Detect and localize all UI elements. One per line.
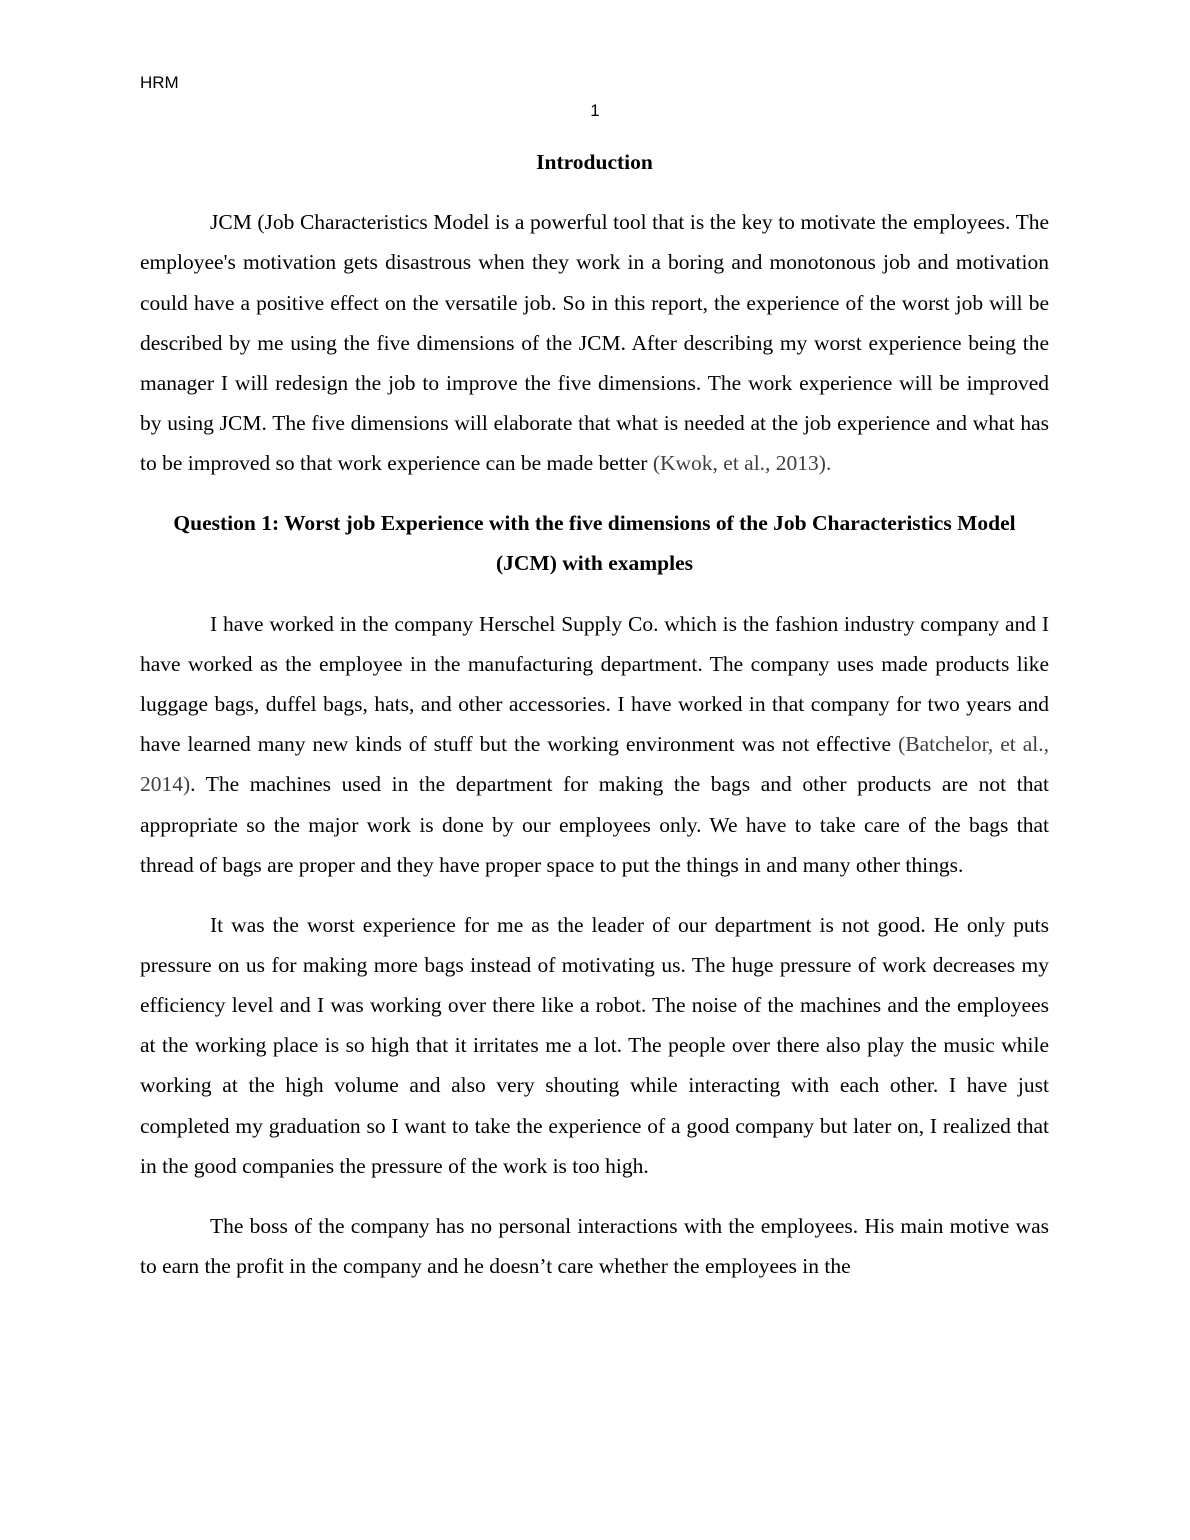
running-head: HRM [140, 73, 179, 92]
document-body [140, 142, 1049, 1306]
question-1-paragraph-1 [140, 604, 1049, 885]
paragraph-1-text-start: I have worked in the company Herschel Supply Co. which is the fashion industry company and I have worked as the employee in the manufacturing department. The company uses made products like luggage bags, duffel bags, hats, and other accessories. I have worked in that company for two years and have learned many new kinds of stuff but the working environment was not effective [140, 611, 1049, 757]
question-1-paragraph-3: The boss of the company has no personal interactions with the employees. His main motive was to earn the profit in the company and he doesn’t care whether the employees in the [140, 1213, 1049, 1278]
question-1-heading: Question 1: Worst job Experience with the five dimensions of the Job Characteristics Model (JCM) with examples [173, 511, 1016, 576]
introduction-citation: (Kwok, et al., 2013). [652, 451, 832, 476]
paragraph-1-text-end: . The machines used in the department for making the bags and other products are not that appropriate so the major work is done by our employees only. We have to take care of the bags that thread of bags are proper and they have proper space to put the things in and many other things. [140, 772, 1049, 877]
question-1-paragraph-2: It was the worst experience for me as the leader of our department is not good. He only puts pressure on us for making more bags instead of motivating us. The huge pressure of work decreases my efficiency level and I was working over there like a robot. The noise of the machines and the employees at the working place is so high that it irritates me a lot. The people over there also play the music while working at the high volume and also very shouting while interacting with each other. I have just completed my graduation so I want to take the experience of a good company but later on, I realized that in the good companies the pressure of the work is too high. [140, 912, 1049, 1178]
introduction-heading: Introduction [536, 150, 653, 174]
paragraph-1-citation: (Batchelor, et al., 2014) [140, 732, 1049, 797]
introduction-paragraph [140, 202, 1049, 483]
page-number: 1 [590, 101, 600, 120]
introduction-text: JCM (Job Characteristics Model is a powerful tool that is the key to motivate the employees. The employee's motivation gets disastrous when they work in a boring and monotonous job and motivation could have a positive effect on the versatile job. So in this report, the experience of the worst job will be described by me using the five dimensions of the JCM. After describing my worst experience being the manager I will redesign the job to improve the five dimensions. The work experience will be improved by using JCM. The five dimensions will elaborate that what is needed at the job experience and what has to be improved so that work experience can be made better [140, 210, 1049, 476]
